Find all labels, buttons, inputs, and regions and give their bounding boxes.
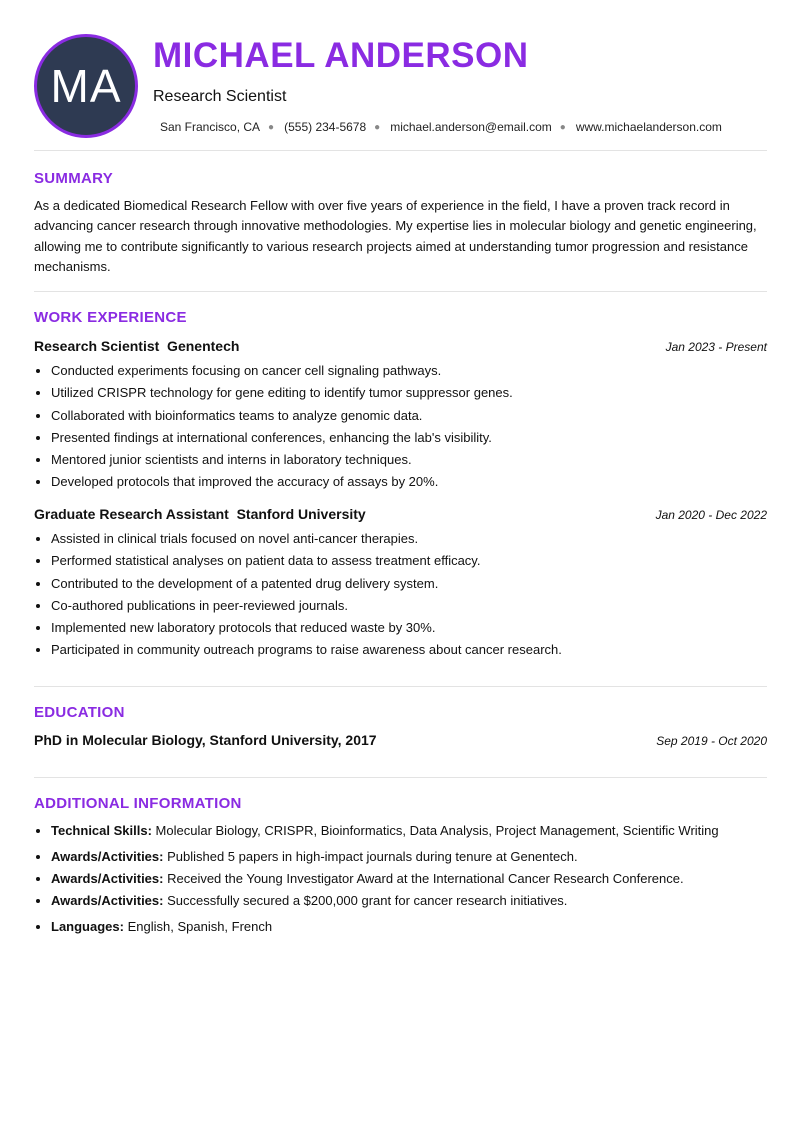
contact-phone: (555) 234-5678 — [284, 120, 367, 134]
job-bullet: • Performed statistical analyses on patient data to assess treatment efficacy. — [51, 550, 767, 572]
contact-location: San Francisco, CA — [160, 120, 261, 134]
additional-value: Successfully secured a $200,000 grant for cancer research initiatives. — [167, 893, 568, 908]
additional-label: Awards/Activities: — [51, 893, 164, 908]
additional-value: Published 5 papers in high-impact journals during tenure at Genentech. — [167, 849, 578, 864]
job-bullet: • Utilized CRISPR technology for gene editing to identify tumor suppressor genes. — [51, 382, 767, 404]
section-divider — [34, 777, 767, 778]
education-dates: Sep 2019 - Oct 2020 — [656, 734, 767, 748]
education-degree: PhD in Molecular Biology, Stanford University, 2017 — [34, 732, 377, 748]
job-bullets — [34, 360, 767, 494]
job-bullet: • Assisted in clinical trials focused on novel anti-cancer therapies. — [51, 528, 767, 550]
additional-heading: ADDITIONAL INFORMATION — [34, 795, 242, 812]
section-divider — [34, 291, 767, 292]
job-bullet: • Presented findings at international conferences, enhancing the lab's visibility. — [51, 427, 767, 449]
additional-item — [51, 820, 767, 842]
additional-value: English, Spanish, French — [127, 919, 273, 934]
contact-email[interactable]: michael.anderson@email.com — [390, 120, 552, 134]
job-bullet: • Mentored junior scientists and interns in laboratory techniques. — [51, 449, 767, 471]
education-heading: EDUCATION — [34, 704, 125, 721]
summary-heading: SUMMARY — [34, 170, 114, 187]
additional-item — [51, 868, 767, 890]
separator-dot: ● — [374, 121, 381, 133]
additional-label: Technical Skills: — [51, 823, 152, 838]
avatar-initials: MA — [50, 60, 122, 112]
job-header — [34, 506, 767, 522]
job-bullet: • Developed protocols that improved the accuracy of assays by 20%. — [51, 471, 767, 493]
job-dates: Jan 2020 - Dec 2022 — [655, 508, 767, 522]
job-bullets — [34, 528, 767, 662]
additional-value: Received the Young Investigator Award at the International Cancer Research Conference. — [167, 871, 684, 886]
job-bullet: • Conducted experiments focusing on cancer cell signaling pathways. — [51, 360, 767, 382]
job-bullet: • Participated in community outreach programs to raise awareness about cancer research. — [51, 639, 767, 661]
section-divider — [34, 150, 767, 151]
additional-item — [51, 890, 767, 912]
job-bullet: • Implemented new laboratory protocols that reduced waste by 30%. — [51, 617, 767, 639]
contact-line — [160, 120, 722, 134]
section-divider — [34, 686, 767, 687]
education-row — [34, 732, 767, 748]
additional-label: Awards/Activities: — [51, 871, 164, 886]
contact-website[interactable]: www.michaelanderson.com — [575, 120, 722, 134]
separator-dot: ● — [559, 121, 566, 133]
additional-item — [51, 846, 767, 868]
job-dates: Jan 2023 - Present — [665, 340, 767, 354]
job-bullet: • Collaborated with bioinformatics teams to analyze genomic data. — [51, 405, 767, 427]
additional-label: Awards/Activities: — [51, 849, 164, 864]
job-bullet: • Co-authored publications in peer-reviewed journals. — [51, 595, 767, 617]
candidate-title: Research Scientist — [153, 88, 287, 105]
additional-item — [51, 916, 767, 938]
additional-label: Languages: — [51, 919, 124, 934]
job-header — [34, 338, 767, 354]
separator-dot: ● — [268, 121, 275, 133]
job-bullet: • Contributed to the development of a patented drug delivery system. — [51, 573, 767, 595]
summary-text: As a dedicated Biomedical Research Fellow with over five years of experience in the field, I have a proven track record in advancing cancer research through innovative methodologies. My expertise lies in molecular biology and genetic engineering, allowing me to contribute significantly to various research projects aimed at understanding tumor progression and resistance mechanisms. — [34, 198, 757, 274]
job-role: Graduate Research Assistant Stanford University — [34, 506, 366, 522]
avatar — [34, 34, 138, 138]
experience-heading: WORK EXPERIENCE — [34, 309, 187, 326]
additional-value: Molecular Biology, CRISPR, Bioinformatics, Data Analysis, Project Management, Scientific Writing — [155, 823, 719, 838]
candidate-name: MICHAEL ANDERSON — [153, 36, 529, 75]
job-role: Research Scientist Genentech — [34, 338, 240, 354]
additional-list — [34, 820, 767, 938]
